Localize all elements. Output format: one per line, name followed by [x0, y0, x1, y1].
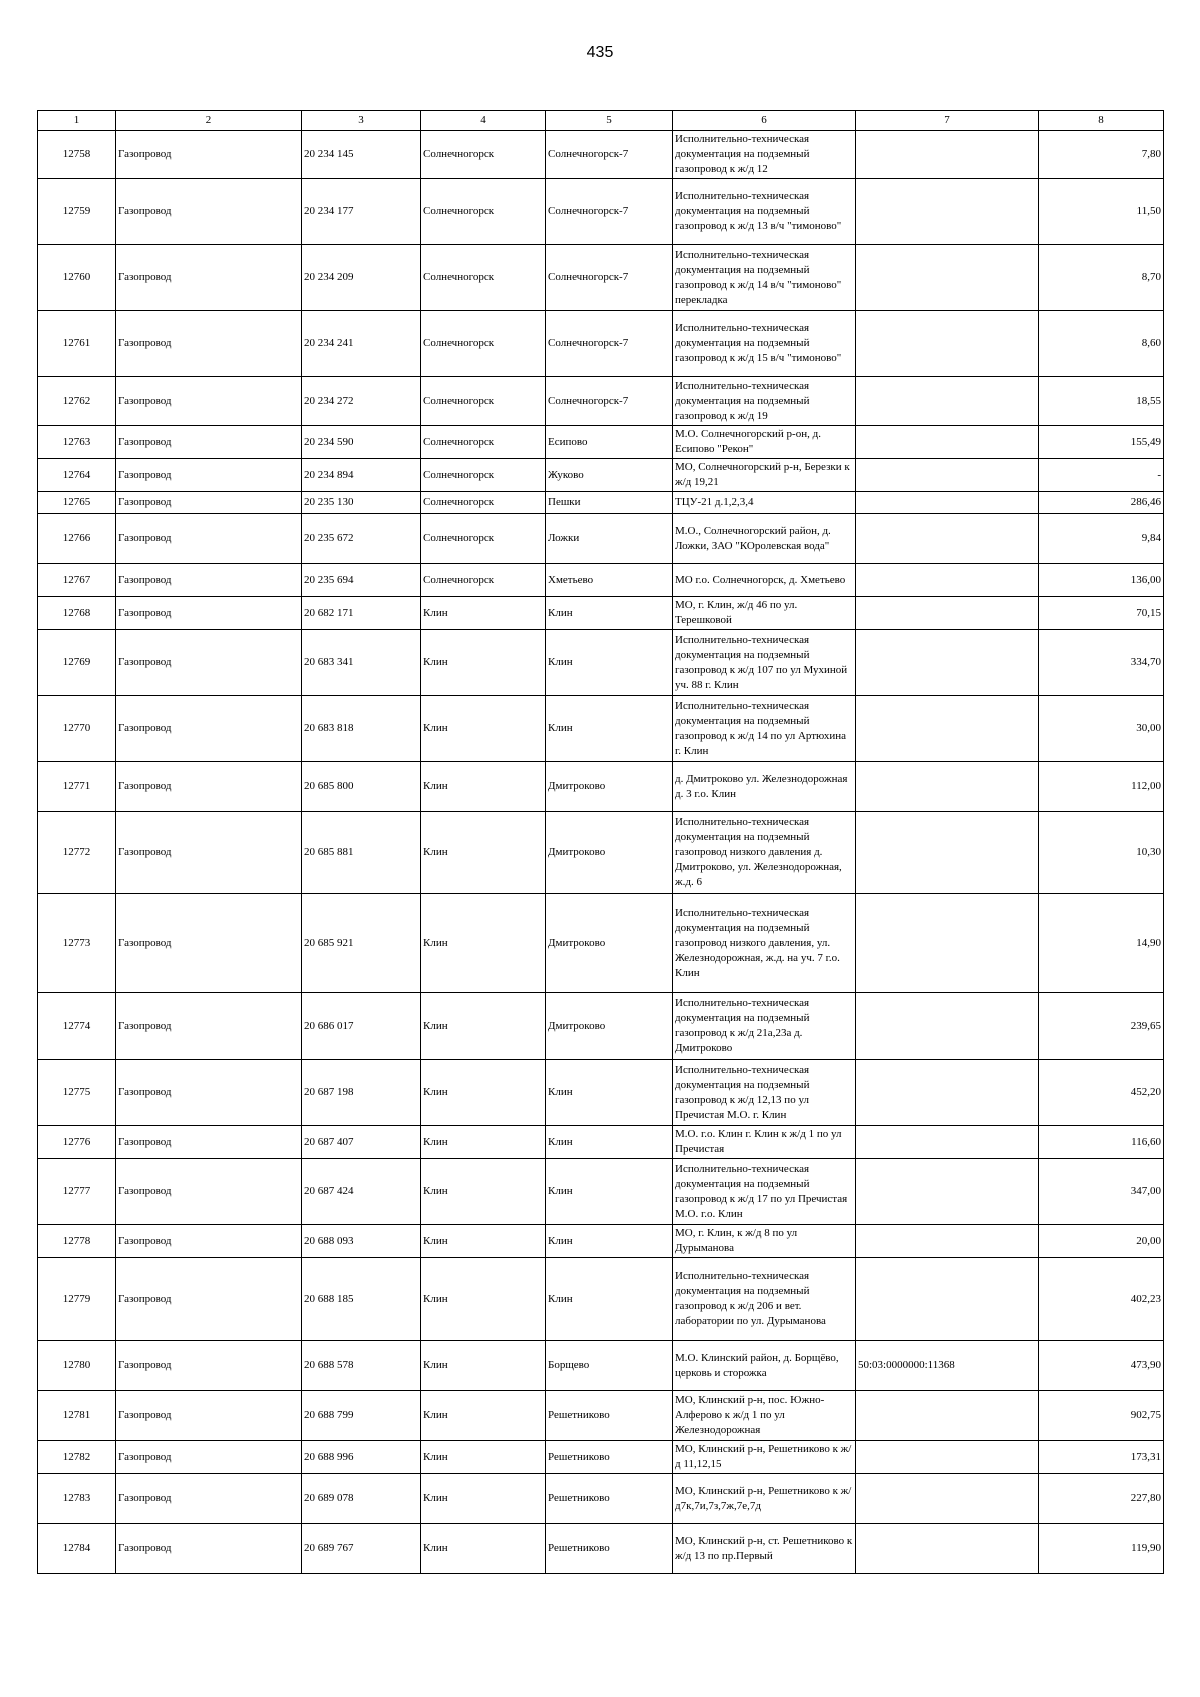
- table-row: [38, 564, 1164, 597]
- cell-locality: Пешки: [546, 492, 673, 514]
- cell-description: Исполнительно-техническая документация на подземный газопровод к ж/д 14 в/ч "тимоново" перекладка: [673, 245, 856, 311]
- header-cell-1: 1: [38, 111, 116, 131]
- cell-district: Солнечногорск: [421, 377, 546, 426]
- cell-row-number: 12760: [38, 245, 116, 311]
- cell-row-number: 12758: [38, 131, 116, 179]
- cell-object-type: Газопровод: [116, 131, 302, 179]
- cell-object-type: Газопровод: [116, 1258, 302, 1341]
- cell-object-type: Газопровод: [116, 1159, 302, 1225]
- cell-cadastral-number: [856, 1159, 1039, 1225]
- cell-length: 7,80: [1039, 131, 1164, 179]
- cell-inventory-number: 20 687 198: [302, 1060, 421, 1126]
- cell-cadastral-number: [856, 812, 1039, 894]
- cell-locality: Жуково: [546, 459, 673, 492]
- cell-row-number: 12777: [38, 1159, 116, 1225]
- cell-locality: Клин: [546, 696, 673, 762]
- cell-object-type: Газопровод: [116, 179, 302, 245]
- cell-district: Клин: [421, 1258, 546, 1341]
- cell-inventory-number: 20 234 590: [302, 426, 421, 459]
- cell-locality: Солнечногорск-7: [546, 377, 673, 426]
- cell-inventory-number: 20 688 093: [302, 1225, 421, 1258]
- cell-locality: Клин: [546, 1258, 673, 1341]
- cell-inventory-number: 20 234 145: [302, 131, 421, 179]
- cell-cadastral-number: [856, 564, 1039, 597]
- cell-locality: Дмитроково: [546, 993, 673, 1060]
- cell-row-number: 12772: [38, 812, 116, 894]
- cell-length: 136,00: [1039, 564, 1164, 597]
- cell-cadastral-number: [856, 459, 1039, 492]
- cell-description: Исполнительно-техническая документация на подземный газопровод к ж/д 21а,23а д. Дмитроково: [673, 993, 856, 1060]
- cell-length: 18,55: [1039, 377, 1164, 426]
- cell-length: 402,23: [1039, 1258, 1164, 1341]
- cell-object-type: Газопровод: [116, 1060, 302, 1126]
- cell-description: Исполнительно-техническая документация на подземный газопровод к ж/д 206 и вет. лаборатории по ул. Дурыманова: [673, 1258, 856, 1341]
- registry-table: [37, 110, 1164, 1574]
- cell-row-number: 12775: [38, 1060, 116, 1126]
- cell-inventory-number: 20 234 209: [302, 245, 421, 311]
- cell-district: Клин: [421, 1391, 546, 1441]
- cell-object-type: Газопровод: [116, 426, 302, 459]
- table-row: [38, 762, 1164, 812]
- cell-locality: Клин: [546, 597, 673, 630]
- cell-row-number: 12783: [38, 1474, 116, 1524]
- cell-object-type: Газопровод: [116, 1474, 302, 1524]
- table-row: [38, 245, 1164, 311]
- cell-object-type: Газопровод: [116, 696, 302, 762]
- cell-description: Исполнительно-техническая документация на подземный газопровод к ж/д 17 по ул Пречистая М.О. г.о. Клин: [673, 1159, 856, 1225]
- cell-cadastral-number: [856, 1524, 1039, 1574]
- cell-locality: Дмитроково: [546, 812, 673, 894]
- cell-district: Клин: [421, 1341, 546, 1391]
- cell-length: 30,00: [1039, 696, 1164, 762]
- cell-row-number: 12763: [38, 426, 116, 459]
- cell-object-type: Газопровод: [116, 1524, 302, 1574]
- cell-district: Солнечногорск: [421, 514, 546, 564]
- cell-row-number: 12779: [38, 1258, 116, 1341]
- cell-inventory-number: 20 685 800: [302, 762, 421, 812]
- cell-cadastral-number: [856, 311, 1039, 377]
- cell-description: Исполнительно-техническая документация на подземный газопровод к ж/д 12,13 по ул Пречистая М.О. г. Клин: [673, 1060, 856, 1126]
- cell-district: Солнечногорск: [421, 311, 546, 377]
- cell-locality: Солнечногорск-7: [546, 245, 673, 311]
- cell-row-number: 12780: [38, 1341, 116, 1391]
- cell-row-number: 12770: [38, 696, 116, 762]
- cell-description: Исполнительно-техническая документация на подземный газопровод к ж/д 13 в/ч "тимоново": [673, 179, 856, 245]
- cell-inventory-number: 20 688 799: [302, 1391, 421, 1441]
- cell-length: 902,75: [1039, 1391, 1164, 1441]
- cell-district: Клин: [421, 1441, 546, 1474]
- cell-locality: Солнечногорск-7: [546, 131, 673, 179]
- cell-object-type: Газопровод: [116, 459, 302, 492]
- cell-description: Исполнительно-техническая документация на подземный газопровод низкого давления д. Дмитроково, ул. Железнодорожная, ж.д. 6: [673, 812, 856, 894]
- cell-description: М.О. Солнечногорский р-он, д. Есипово "Рекон": [673, 426, 856, 459]
- cell-length: 9,84: [1039, 514, 1164, 564]
- cell-inventory-number: 20 234 241: [302, 311, 421, 377]
- table-row: [38, 131, 1164, 179]
- cell-description: Исполнительно-техническая документация на подземный газопровод низкого давления, ул. Железнодорожная, ж.д. на уч. 7 г.о. Клин: [673, 894, 856, 993]
- cell-object-type: Газопровод: [116, 1126, 302, 1159]
- cell-locality: Хметьево: [546, 564, 673, 597]
- cell-locality: Решетниково: [546, 1391, 673, 1441]
- cell-object-type: Газопровод: [116, 492, 302, 514]
- table-row: [38, 1524, 1164, 1574]
- cell-length: 20,00: [1039, 1225, 1164, 1258]
- cell-inventory-number: 20 234 177: [302, 179, 421, 245]
- table-row: [38, 1126, 1164, 1159]
- cell-district: Клин: [421, 696, 546, 762]
- cell-row-number: 12776: [38, 1126, 116, 1159]
- cell-row-number: 12769: [38, 630, 116, 696]
- header-cell-4: 4: [421, 111, 546, 131]
- cell-row-number: 12761: [38, 311, 116, 377]
- table-row: [38, 1060, 1164, 1126]
- cell-district: Клин: [421, 762, 546, 812]
- cell-description: МО, Клинский р-н, Решетниково к ж/д7к,7и,7з,7ж,7е,7д: [673, 1474, 856, 1524]
- cell-district: Клин: [421, 812, 546, 894]
- cell-inventory-number: 20 689 767: [302, 1524, 421, 1574]
- cell-length: 173,31: [1039, 1441, 1164, 1474]
- cell-length: 119,90: [1039, 1524, 1164, 1574]
- cell-object-type: Газопровод: [116, 894, 302, 993]
- cell-inventory-number: 20 235 130: [302, 492, 421, 514]
- table-row: [38, 1441, 1164, 1474]
- table-row: [38, 377, 1164, 426]
- table-row: [38, 426, 1164, 459]
- cell-district: Солнечногорск: [421, 179, 546, 245]
- cell-description: ТЦУ-21 д.1,2,3,4: [673, 492, 856, 514]
- cell-description: М.О. Клинский район, д. Борщёво, церковь и сторожка: [673, 1341, 856, 1391]
- cell-cadastral-number: [856, 1258, 1039, 1341]
- cell-object-type: Газопровод: [116, 597, 302, 630]
- cell-locality: Клин: [546, 1225, 673, 1258]
- cell-row-number: 12773: [38, 894, 116, 993]
- cell-description: МО г.о. Солнечногорск, д. Хметьево: [673, 564, 856, 597]
- cell-district: Солнечногорск: [421, 564, 546, 597]
- cell-length: 10,30: [1039, 812, 1164, 894]
- cell-locality: Решетниково: [546, 1474, 673, 1524]
- cell-length: 8,60: [1039, 311, 1164, 377]
- table-row: [38, 1341, 1164, 1391]
- table-row: [38, 1391, 1164, 1441]
- cell-cadastral-number: [856, 514, 1039, 564]
- cell-locality: Клин: [546, 630, 673, 696]
- table-row: [38, 1225, 1164, 1258]
- cell-locality: Ложки: [546, 514, 673, 564]
- cell-inventory-number: 20 687 424: [302, 1159, 421, 1225]
- cell-inventory-number: 20 234 272: [302, 377, 421, 426]
- cell-locality: Решетниково: [546, 1441, 673, 1474]
- cell-row-number: 12781: [38, 1391, 116, 1441]
- cell-object-type: Газопровод: [116, 245, 302, 311]
- cell-inventory-number: 20 682 171: [302, 597, 421, 630]
- cell-description: МО, Клинский р-н, ст. Решетниково к ж/д 13 по пр.Первый: [673, 1524, 856, 1574]
- cell-description: д. Дмитроково ул. Железнодорожная д. 3 г.о. Клин: [673, 762, 856, 812]
- header-cell-5: 5: [546, 111, 673, 131]
- table-row: [38, 812, 1164, 894]
- cell-length: 14,90: [1039, 894, 1164, 993]
- cell-object-type: Газопровод: [116, 630, 302, 696]
- cell-inventory-number: 20 689 078: [302, 1474, 421, 1524]
- header-cell-8: 8: [1039, 111, 1164, 131]
- cell-cadastral-number: [856, 993, 1039, 1060]
- table-row: [38, 894, 1164, 993]
- cell-district: Клин: [421, 894, 546, 993]
- table-body: [38, 131, 1164, 1574]
- cell-row-number: 12784: [38, 1524, 116, 1574]
- cell-cadastral-number: [856, 696, 1039, 762]
- cell-inventory-number: 20 683 341: [302, 630, 421, 696]
- cell-length: 70,15: [1039, 597, 1164, 630]
- cell-inventory-number: 20 686 017: [302, 993, 421, 1060]
- cell-locality: Дмитроково: [546, 762, 673, 812]
- header-cell-3: 3: [302, 111, 421, 131]
- cell-cadastral-number: [856, 426, 1039, 459]
- cell-cadastral-number: [856, 597, 1039, 630]
- cell-row-number: 12778: [38, 1225, 116, 1258]
- cell-length: 8,70: [1039, 245, 1164, 311]
- cell-locality: Солнечногорск-7: [546, 179, 673, 245]
- cell-row-number: 12767: [38, 564, 116, 597]
- cell-length: 347,00: [1039, 1159, 1164, 1225]
- cell-row-number: 12765: [38, 492, 116, 514]
- cell-district: Солнечногорск: [421, 245, 546, 311]
- header-cell-2: 2: [116, 111, 302, 131]
- cell-row-number: 12768: [38, 597, 116, 630]
- cell-locality: Солнечногорск-7: [546, 311, 673, 377]
- cell-district: Солнечногорск: [421, 426, 546, 459]
- cell-description: МО, Солнечногорский р-н, Березки к ж/д 19,21: [673, 459, 856, 492]
- cell-cadastral-number: [856, 630, 1039, 696]
- cell-locality: Дмитроково: [546, 894, 673, 993]
- table-row: [38, 597, 1164, 630]
- cell-object-type: Газопровод: [116, 993, 302, 1060]
- cell-object-type: Газопровод: [116, 514, 302, 564]
- cell-locality: Решетниково: [546, 1524, 673, 1574]
- cell-length: 239,65: [1039, 993, 1164, 1060]
- cell-inventory-number: 20 234 894: [302, 459, 421, 492]
- cell-cadastral-number: [856, 1474, 1039, 1524]
- cell-inventory-number: 20 688 578: [302, 1341, 421, 1391]
- cell-object-type: Газопровод: [116, 1441, 302, 1474]
- cell-district: Клин: [421, 630, 546, 696]
- cell-inventory-number: 20 685 921: [302, 894, 421, 993]
- table-row: [38, 514, 1164, 564]
- table-row: [38, 459, 1164, 492]
- cell-district: Клин: [421, 597, 546, 630]
- cell-inventory-number: 20 235 694: [302, 564, 421, 597]
- cell-object-type: Газопровод: [116, 1391, 302, 1441]
- cell-inventory-number: 20 687 407: [302, 1126, 421, 1159]
- header-cell-7: 7: [856, 111, 1039, 131]
- cell-inventory-number: 20 688 996: [302, 1441, 421, 1474]
- table-row: [38, 311, 1164, 377]
- cell-cadastral-number: [856, 492, 1039, 514]
- cell-length: 116,60: [1039, 1126, 1164, 1159]
- cell-length: 452,20: [1039, 1060, 1164, 1126]
- cell-row-number: 12774: [38, 993, 116, 1060]
- cell-description: М.О. г.о. Клин г. Клин к ж/д 1 по ул Пречистая: [673, 1126, 856, 1159]
- cell-cadastral-number: [856, 1391, 1039, 1441]
- cell-row-number: 12782: [38, 1441, 116, 1474]
- cell-object-type: Газопровод: [116, 762, 302, 812]
- cell-inventory-number: 20 685 881: [302, 812, 421, 894]
- cell-district: Клин: [421, 1126, 546, 1159]
- cell-cadastral-number: [856, 179, 1039, 245]
- table-row: [38, 179, 1164, 245]
- cell-district: Клин: [421, 1060, 546, 1126]
- cell-length: 155,49: [1039, 426, 1164, 459]
- cell-locality: Борщево: [546, 1341, 673, 1391]
- cell-row-number: 12764: [38, 459, 116, 492]
- cell-cadastral-number: [856, 245, 1039, 311]
- cell-row-number: 12759: [38, 179, 116, 245]
- cell-district: Клин: [421, 1524, 546, 1574]
- cell-description: МО, Клинский р-н, пос. Южно-Алферово к ж/д 1 по ул Железнодорожная: [673, 1391, 856, 1441]
- cell-length: 112,00: [1039, 762, 1164, 812]
- cell-cadastral-number: 50:03:0000000:11368: [856, 1341, 1039, 1391]
- cell-cadastral-number: [856, 1060, 1039, 1126]
- cell-cadastral-number: [856, 1225, 1039, 1258]
- cell-cadastral-number: [856, 377, 1039, 426]
- cell-district: Солнечногорск: [421, 492, 546, 514]
- cell-object-type: Газопровод: [116, 311, 302, 377]
- table-row: [38, 1258, 1164, 1341]
- header-row: [38, 111, 1164, 131]
- cell-description: Исполнительно-техническая документация на подземный газопровод к ж/д 19: [673, 377, 856, 426]
- cell-description: Исполнительно-техническая документация на подземный газопровод к ж/д 107 по ул Мухиной уч. 88 г. Клин: [673, 630, 856, 696]
- table-row: [38, 993, 1164, 1060]
- cell-description: МО, г. Клин, ж/д 46 по ул. Терешковой: [673, 597, 856, 630]
- cell-object-type: Газопровод: [116, 1341, 302, 1391]
- cell-district: Солнечногорск: [421, 131, 546, 179]
- cell-locality: Клин: [546, 1060, 673, 1126]
- table-row: [38, 1474, 1164, 1524]
- cell-object-type: Газопровод: [116, 812, 302, 894]
- cell-locality: Клин: [546, 1126, 673, 1159]
- table-header: [38, 111, 1164, 131]
- cell-length: 286,46: [1039, 492, 1164, 514]
- cell-description: М.О., Солнечногорский район, д. Ложки, ЗАО "КОролевская вода": [673, 514, 856, 564]
- cell-inventory-number: 20 235 672: [302, 514, 421, 564]
- cell-length: 11,50: [1039, 179, 1164, 245]
- table-row: [38, 1159, 1164, 1225]
- cell-cadastral-number: [856, 1441, 1039, 1474]
- header-cell-6: 6: [673, 111, 856, 131]
- cell-cadastral-number: [856, 131, 1039, 179]
- table-row: [38, 630, 1164, 696]
- cell-district: Клин: [421, 1474, 546, 1524]
- cell-description: Исполнительно-техническая документация на подземный газопровод к ж/д 14 по ул Артюхина г. Клин: [673, 696, 856, 762]
- cell-row-number: 12762: [38, 377, 116, 426]
- cell-inventory-number: 20 688 185: [302, 1258, 421, 1341]
- cell-description: МО, г. Клин, к ж/д 8 по ул Дурыманова: [673, 1225, 856, 1258]
- cell-district: Солнечногорск: [421, 459, 546, 492]
- cell-object-type: Газопровод: [116, 377, 302, 426]
- cell-object-type: Газопровод: [116, 564, 302, 597]
- table-row: [38, 696, 1164, 762]
- cell-length: 334,70: [1039, 630, 1164, 696]
- cell-object-type: Газопровод: [116, 1225, 302, 1258]
- table-row: [38, 492, 1164, 514]
- cell-row-number: 12771: [38, 762, 116, 812]
- cell-locality: Клин: [546, 1159, 673, 1225]
- cell-cadastral-number: [856, 762, 1039, 812]
- cell-length: 473,90: [1039, 1341, 1164, 1391]
- cell-description: МО, Клинский р-н, Решетниково к ж/д 11,12,15: [673, 1441, 856, 1474]
- cell-description: Исполнительно-техническая документация на подземный газопровод к ж/д 15 в/ч "тимоново": [673, 311, 856, 377]
- cell-length: 227,80: [1039, 1474, 1164, 1524]
- cell-cadastral-number: [856, 1126, 1039, 1159]
- cell-district: Клин: [421, 1225, 546, 1258]
- cell-cadastral-number: [856, 894, 1039, 993]
- cell-description: Исполнительно-техническая документация на подземный газопровод к ж/д 12: [673, 131, 856, 179]
- cell-inventory-number: 20 683 818: [302, 696, 421, 762]
- cell-district: Клин: [421, 993, 546, 1060]
- cell-length: -: [1039, 459, 1164, 492]
- cell-locality: Есипово: [546, 426, 673, 459]
- cell-row-number: 12766: [38, 514, 116, 564]
- page-number: 435: [586, 44, 614, 61]
- cell-district: Клин: [421, 1159, 546, 1225]
